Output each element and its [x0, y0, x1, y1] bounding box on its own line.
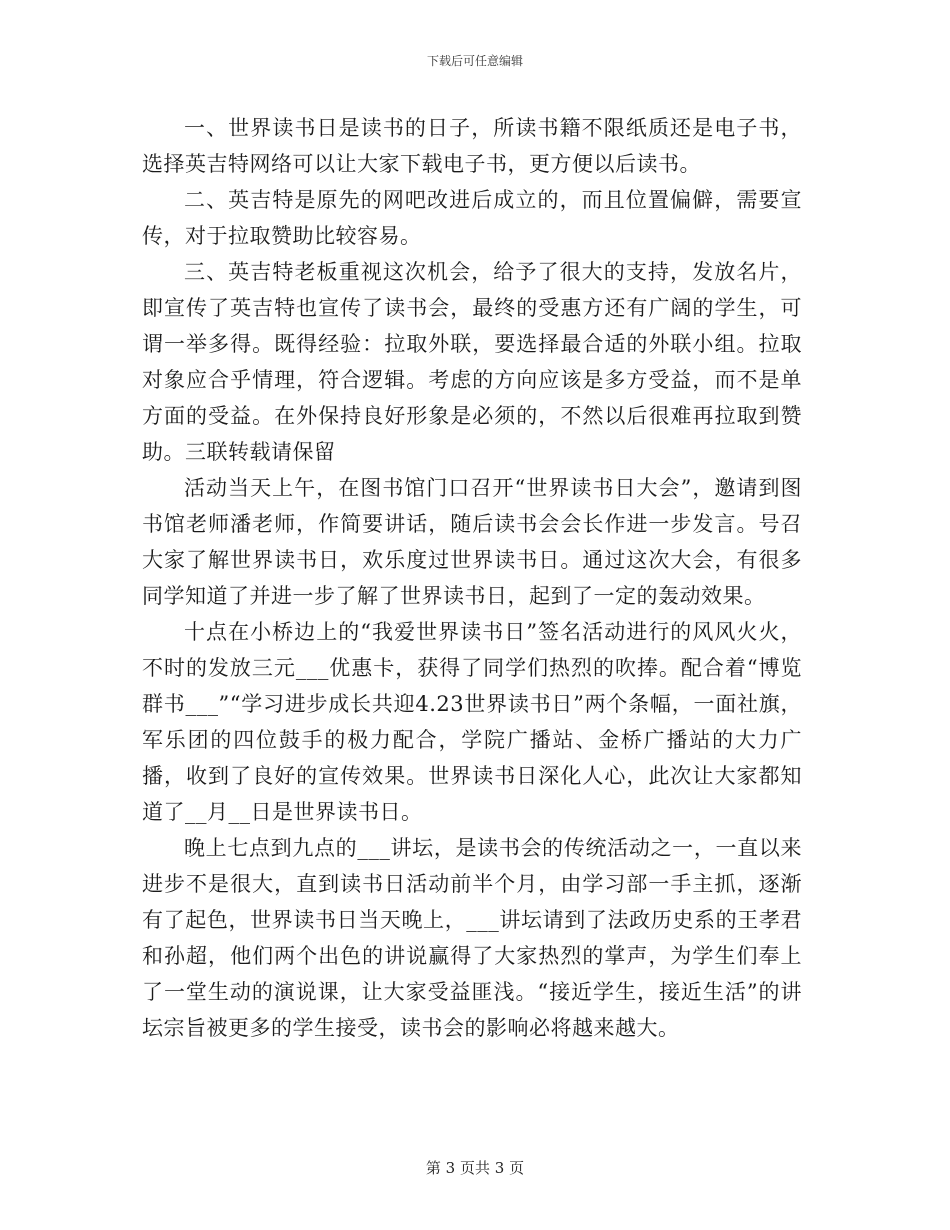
- document-body: [142, 110, 802, 1046]
- paragraph-5: 十点在小桥边上的“我爱世界读书日”签名活动进行的风风火火，不时的发放三元___优惠卡，获得了同学们热烈的吹捧。配合着“博览群书___”“学习进步成长共迎4.23世界读书日”两个条幅，一面社旗，军乐团的四位鼓手的极力配合，学院广播站、金桥广播站的大力广播，收到了良好的宣传效果。世界读书日深化人心，此次让大家都知道了__月__日是世界读书日。: [142, 620, 802, 824]
- paragraph-6: 晚上七点到九点的___讲坛，是读书会的传统活动之一，一直以来进步不是很大，直到读书日活动前半个月，由学习部一手主抓，逐渐有了起色，世界读书日当天晚上，___讲坛请到了法政历史系的王孝君和孙超，他们两个出色的讲说赢得了大家热烈的掌声，为学生们奉上了一堂生动的演说课，让大家受益匪浅。“接近学生，接近生活”的讲坛宗旨被更多的学生接受，读书会的影响必将越来越大。: [142, 836, 802, 1040]
- paragraph-1: 一、世界读书日是读书的日子，所读书籍不限纸质还是电子书，选择英吉特网络可以让大家下载电子书，更方便以后读书。: [142, 116, 802, 176]
- page-footer: 第 3 页共 3 页: [425, 1159, 525, 1177]
- paragraph-2: 二、英吉特是原先的网吧改进后成立的，而且位置偏僻，需要宣传，对于拉取赞助比较容易。: [142, 188, 802, 248]
- paragraph-4: 活动当天上午，在图书馆门口召开“世界读书日大会”，邀请到图书馆老师潘老师，作简要讲话，随后读书会会长作进一步发言。号召大家了解世界读书日，欢乐度过世界读书日。通过这次大会，有很多同学知道了并进一步了解了世界读书日，起到了一定的轰动效果。: [142, 476, 802, 608]
- page-header: 下载后可任意编辑: [426, 54, 523, 68]
- paragraph-3: 三、英吉特老板重视这次机会，给予了很大的支持，发放名片，即宣传了英吉特也宣传了读书会，最终的受惠方还有广阔的学生，可谓一举多得。既得经验：拉取外联，要选择最合适的外联小组。拉取对象应合乎情理，符合逻辑。考虑的方向应该是多方受益，而不是单方面的受益。在外保持良好形象是必须的，不然以后很难再拉取到赞助。三联转载请保留: [142, 260, 802, 464]
